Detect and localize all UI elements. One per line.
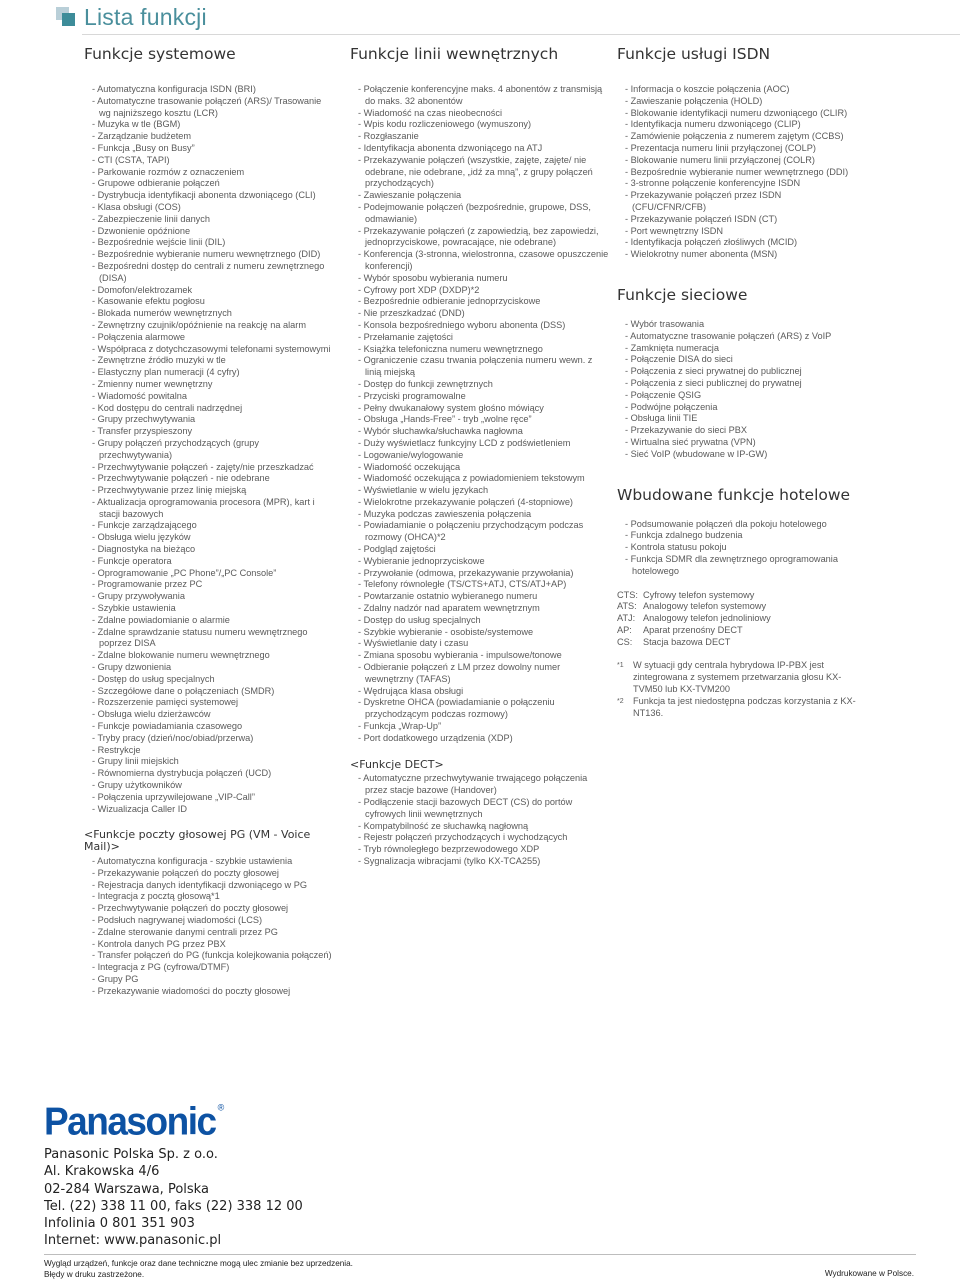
list-item: - Programowanie przez PC — [92, 579, 203, 590]
list-item: - Parkowanie rozmów z oznaczeniem — [92, 166, 245, 177]
list-item: - Grupy linii miejskich — [92, 756, 179, 767]
list-item: - Bezpośredni dostęp do centrali z numeru zewnętrznego (DISA) — [92, 260, 325, 283]
list-item: - Obsługa wielu dzierżawców — [92, 709, 211, 720]
list-item: - Połączenia uprzywilejowane „VIP-Call” — [92, 791, 255, 802]
list-item: - Dzwonienie opóźnione — [92, 225, 191, 236]
disclaimer-line: Wygląd urządzeń, funkcje oraz dane techniczne mogą ulec zmianie bez uprzedzenia. — [44, 1259, 353, 1268]
list-item: - Funkcje zarządzającego — [92, 520, 197, 531]
section-title-isdn: Funkcje usługi ISDN — [617, 45, 771, 63]
list-item: - Powiadamianie o połączeniu przychodzącym podczas rozmowy (OHCA)*2 — [358, 520, 584, 543]
column-system-features — [84, 44, 334, 998]
abbr-key: CTS: — [617, 589, 638, 600]
list-item: - Zewnętrzne źródło muzyki w tle — [92, 355, 226, 366]
list-item: - Funkcje operatora — [92, 555, 172, 566]
list-item: - Dyskretne OHCA (powiadamianie o połączeniu przychodzącym podczas rozmowy) — [358, 697, 555, 720]
list-item: - Blokowanie identyfikacji numeru dzwoniącego (CLIR) — [625, 107, 848, 118]
list-item: - Szybkie wybieranie - osobiste/systemowe — [358, 626, 534, 637]
logo-text: Panasonic — [44, 1099, 216, 1143]
list-item: - Zawieszanie połączenia — [358, 190, 462, 201]
square-dark — [62, 13, 75, 26]
list-item: - Wiadomość powitalna — [92, 390, 187, 401]
list-item: - Telefony równoległe (TS/CTS+ATJ, CTS/ATJ+AP) — [358, 579, 567, 590]
list-item: - Automatyczne trasowanie połączeń (ARS) z VoIP — [625, 330, 832, 341]
list-item: - Zewnętrzny czujnik/opóźnienie na reakcję na alarm — [92, 319, 306, 330]
address-line: Al. Krakowska 4/6 — [44, 1164, 160, 1180]
company-address — [44, 1146, 303, 1250]
list-item: - Logowanie/wylogowanie — [358, 449, 464, 460]
list-item: - Muzyka w tle (BGM) — [92, 119, 181, 130]
list-item: - Grupy przywoływania — [92, 591, 185, 602]
abbr-key: AP: — [617, 624, 632, 635]
list-item: - Duży wyświetlacz funkcyjny LCD z podświetleniem — [358, 437, 571, 448]
list-isdn — [617, 84, 857, 261]
list-item: - Wirtualna sieć prywatna (VPN) — [625, 436, 756, 447]
list-item: - Wybór słuchawka/słuchawka nagłowna — [358, 426, 523, 437]
list-item: - Podwójne połączenia — [625, 401, 718, 412]
list-item: - Automatyczna konfiguracja - szybkie ustawienia — [92, 856, 293, 866]
list-item: - Połączenie QSIG — [625, 389, 702, 400]
list-item: - Blokowanie numeru linii przyłączonej (COLR) — [625, 154, 815, 165]
list-item: - Funkcje powiadamiania czasowego — [92, 721, 243, 732]
disclaimer-line: Błędy w druku zastrzeżone. — [44, 1270, 145, 1279]
list-item: - Restrykcje — [92, 744, 141, 755]
list-item: - Połączenia alarmowe — [92, 331, 185, 342]
list-item: - Zabezpieczenie linii danych — [92, 213, 210, 224]
list-item: - Kompatybilność ze słuchawką nagłowną — [358, 820, 529, 831]
list-item: - Przechwytywanie połączeń - nie odebrane — [92, 473, 270, 484]
list-item: - Wpis kodu rozliczeniowego (wymuszony) — [358, 119, 532, 130]
list-item: - Przekazywanie połączeń (z zapowiedzią, bez zapowiedzi, jednoprzyciskowe, powracające, nie odebrane) — [358, 225, 599, 248]
list-item: - Zdalne blokowanie numeru wewnętrznego — [92, 650, 270, 661]
list-item: - Przywołanie (odmowa, przekazywanie przywołania) — [358, 567, 574, 578]
list-item: - Powtarzanie ostatnio wybieranego numeru — [358, 591, 538, 602]
list-item: - CTI (CSTA, TAPI) — [92, 154, 170, 165]
list-item: - Blokada numerów wewnętrznych — [92, 308, 232, 319]
list-item: - Podejmowanie połączeń (bezpośrednie, grupowe, DSS, odmawianie) — [358, 201, 591, 224]
list-item: - Port wewnętrzny ISDN — [625, 225, 724, 236]
column-extension-features — [350, 44, 610, 868]
list-item: - Rozszerzenie pamięci systemowej — [92, 697, 239, 708]
list-item: - Przekazywanie wiadomości do poczty głosowej — [92, 985, 291, 996]
list-item: - Wyświetlanie w wielu językach — [358, 485, 489, 496]
list-voicemail — [84, 856, 334, 998]
section-title-hotel: Wbudowane funkcje hotelowe — [617, 485, 851, 504]
list-item: - Wybieranie jednoprzyciskowe — [358, 555, 485, 566]
list-item: - Grupy połączeń przychodzących (grupy przechwytywania) — [92, 437, 259, 460]
list-item: - Zmienny numer wewnętrzny — [92, 378, 213, 389]
list-item: - Obsługa wielu języków — [92, 532, 191, 543]
list-item: - Podsłuch nagrywanej wiadomości (LCS) — [92, 914, 263, 925]
address-line: 02-284 Warszawa, Polska — [44, 1181, 209, 1197]
list-item: - Grupowe odbieranie połączeń — [92, 178, 220, 189]
list-item: - Przekazywanie połączeń ISDN (CT) — [625, 213, 778, 224]
page-header — [56, 2, 207, 32]
list-item: - Funkcja „Busy on Busy” — [92, 142, 195, 153]
address-line: Panasonic Polska Sp. z o.o. — [44, 1147, 218, 1162]
section-title-extension: Funkcje linii wewnętrznych — [350, 45, 559, 63]
list-item: - Zamknięta numeracja — [625, 342, 719, 353]
list-network — [617, 319, 857, 461]
list-item: - Automatyczna konfiguracja ISDN (BRI) — [92, 84, 256, 94]
abbr-value: Stacja bazowa DECT — [643, 636, 731, 647]
list-item: - Aktualizacja oprogramowania procesora (MPR), kart i stacji bazowych — [92, 496, 315, 519]
list-item: - Przekazywanie połączeń do poczty głosowej — [92, 867, 279, 878]
abbr-value: Aparat przenośny DECT — [643, 624, 743, 635]
abbr-value: Analogowy telefon systemowy — [643, 601, 767, 612]
list-item: - Funkcja zdalnego budzenia — [625, 530, 743, 541]
list-item: - Współpraca z dotychczasowymi telefonami systemowymi — [92, 343, 331, 354]
list-item: - Kontrola statusu pokoju — [625, 542, 727, 553]
page-title: Lista funkcji — [84, 3, 207, 30]
list-item: - Automatyczne przechwytywanie trwającego połączenia przez stacje bazowe (Handover) — [358, 773, 588, 796]
list-item: - Wyświetlanie daty i czasu — [358, 638, 469, 649]
list-item: - Dostęp do usług specjalnych — [92, 673, 215, 684]
section-title-dect: <Funkcje DECT> — [350, 757, 444, 771]
list-item: - Przechwytywanie połączeń do poczty głosowej — [92, 903, 289, 914]
list-item: - Identyfikacja numeru dzwoniącego (CLIP) — [625, 119, 801, 130]
list-item: - Przekazywanie połączeń przez ISDN (CFU/CFNR/CFB) — [625, 190, 782, 212]
list-item: - Bezpośrednie wejście linii (DIL) — [92, 237, 226, 248]
list-item: - Przekazywanie połączeń (wszystkie, zajęte, zajęte/ nie odebrane, nie odebrane, „idź za mną”, z grupy połączeń przychodzących) — [358, 154, 593, 189]
list-item: - Tryb równoległego bezprzewodowego XDP — [358, 844, 540, 855]
footnote-mark: *1 — [617, 662, 624, 670]
list-item: - Ograniczenie czasu trwania połączenia numeru wewn. z linią miejską — [358, 355, 593, 378]
list-item: - Muzyka podczas zawieszenia połączenia — [358, 508, 532, 519]
list-item: - Grupy użytkowników — [92, 780, 182, 791]
list-item: - Szybkie ustawienia — [92, 603, 176, 614]
section-title-system: Funkcje systemowe — [84, 45, 236, 63]
list-item: - Identyfikacja abonenta dzwoniącego na ATJ — [358, 142, 543, 153]
list-item: - Zdalne powiadomianie o alarmie — [92, 614, 230, 625]
list-item: - Automatyczne trasowanie połączeń (ARS)/ Trasowanie wg najniższego kosztu (LCR) — [92, 95, 322, 118]
panasonic-logo — [44, 1100, 223, 1144]
list-item: - 3-stronne połączenie konferencyjne ISDN — [625, 178, 801, 189]
list-extension — [350, 84, 610, 745]
list-item: - Informacja o koszcie połączenia (AOC) — [625, 84, 790, 94]
list-item: - Wizualizacja Caller ID — [92, 803, 187, 814]
list-item: - Kontrola danych PG przez PBX — [92, 938, 226, 949]
list-item: - Diagnostyka na bieżąco — [92, 544, 196, 555]
header-logo-squares — [56, 7, 76, 27]
abbr-value: Analogowy telefon jednoliniowy — [643, 613, 771, 624]
list-item: - Połączenia z sieci publicznej do prywatnej — [625, 377, 802, 388]
footnote — [617, 660, 857, 695]
list-item: - Równomierna dystrybucja połączeń (UCD) — [92, 768, 272, 779]
list-item: - Sygnalizacja wibracjami (tylko KX-TCA255) — [358, 856, 541, 866]
footnote-text: Funkcja ta jest niedostępna podczas korzystania z KX-NT136. — [633, 695, 856, 718]
list-item: - Obsługa „Hands-Free” - tryb „wolne ręce” — [358, 414, 532, 425]
list-item: - Bezpośrednie wybieranie numeru wewnętrznego (DID) — [92, 249, 321, 260]
list-item: - Zdalny nadzór nad aparatem wewnętrznym — [358, 603, 540, 614]
list-item: - Połączenie DISA do sieci — [625, 354, 733, 365]
list-item: - Wielokrotne przekazywanie połączeń (4-stopniowe) — [358, 496, 573, 507]
list-item: - Bezpośrednie wybieranie numer wewnętrznego (DDI) — [625, 166, 849, 177]
registered-mark: ® — [217, 1102, 223, 1113]
list-item: - Wędrująca klasa obsługi — [358, 685, 464, 696]
list-item: - Zawieszanie połączenia (HOLD) — [625, 95, 763, 106]
list-item: - Wiadomość oczekująca — [358, 461, 461, 472]
list-item: - Zamówienie połączenia z numerem zajętym (CCBS) — [625, 131, 844, 142]
list-item: - Nie przeszkadzać (DND) — [358, 308, 465, 319]
abbr-value: Cyfrowy telefon systemowy — [643, 589, 755, 600]
column-isdn-network-hotel — [617, 44, 857, 719]
abbr-key: ATS: — [617, 601, 637, 612]
list-item: - Wiadomość na czas nieobecności — [358, 107, 503, 118]
list-item: - Grupy przechwytywania — [92, 414, 196, 425]
list-item: - Szczegółowe dane o połączeniach (SMDR) — [92, 685, 275, 696]
list-item: - Zdalne sterowanie danymi centrali przez PG — [92, 926, 278, 937]
list-item: - Bezpośrednie odbieranie jednoprzyciskowe — [358, 296, 541, 307]
list-item: - Integracja z PG (cyfrowa/DTMF) — [92, 962, 230, 973]
list-item: - Funkcja SDMR dla zewnętrznego oprogramowania hotelowego — [625, 553, 838, 576]
list-item: - Elastyczny plan numeracji (4 cyfry) — [92, 367, 240, 378]
list-item: - Funkcja „Wrap-Up” — [358, 721, 442, 732]
list-item: - Połączenia z sieci prywatnej do publicznej — [625, 366, 802, 377]
list-item: - Książka telefoniczna numeru wewnętrznego — [358, 343, 543, 354]
abbreviations — [617, 590, 857, 649]
list-item: - Podgląd zajętości — [358, 544, 436, 555]
list-item: - Sieć VoIP (wbudowane w IP-GW) — [625, 448, 768, 459]
list-item: - Rozgłaszanie — [358, 131, 419, 142]
list-item: - Przekazywanie do sieci PBX — [625, 425, 748, 436]
list-system — [84, 84, 334, 815]
abbr-key: ATJ: — [617, 613, 636, 624]
list-item: - Przechwytywanie przez linię miejską — [92, 485, 247, 496]
header-rule — [82, 34, 960, 35]
list-item: - Podsumowanie połączeń dla pokoju hotelowego — [625, 518, 827, 529]
list-item: - Dostęp do funkcji zewnętrznych — [358, 378, 493, 389]
list-item: - Pełny dwukanałowy system głośno mówiący — [358, 402, 544, 413]
list-item: - Integracja z pocztą głosową*1 — [92, 891, 220, 902]
list-item: - Połączenie konferencyjne maks. 4 abonentów z transmisją do maks. 32 abonentów — [358, 84, 603, 106]
print-note: Wydrukowane w Polsce. — [824, 1269, 914, 1278]
list-item: - Tryby pracy (dzień/noc/obiad/przerwa) — [92, 732, 254, 743]
list-item: - Odbieranie połączeń z LM przez dowolny numer wewnętrzny (TAFAS) — [358, 662, 561, 684]
list-item: - Dystrybucja identyfikacji abonenta dzwoniącego (CLI) — [92, 190, 316, 201]
list-item: - Kasowanie efektu pogłosu — [92, 296, 205, 307]
section-title-voicemail: <Funkcje poczty głosowej PG (VM - Voice Mail)> — [84, 828, 311, 854]
list-item: - Kod dostępu do centrali nadrzędnej — [92, 402, 243, 413]
footnotes — [617, 660, 857, 719]
footer-rule — [44, 1254, 916, 1255]
list-item: - Obsługa linii TIE — [625, 413, 698, 424]
list-item: - Wybór sposobu wybierania numeru — [358, 272, 508, 283]
footnote-mark: *2 — [617, 697, 624, 705]
list-item: - Grupy PG — [92, 973, 139, 984]
footnote — [617, 696, 857, 720]
list-item: - Transfer przyspieszony — [92, 426, 193, 437]
list-item: - Konsola bezpośredniego wyboru abonenta (DSS) — [358, 319, 566, 330]
list-item: - Zarządzanie budżetem — [92, 131, 192, 142]
list-item: - Klasa obsługi (COS) — [92, 201, 181, 212]
list-item: - Oprogramowanie „PC Phone”/„PC Console” — [92, 567, 277, 578]
disclaimer — [44, 1258, 353, 1280]
list-dect — [350, 773, 610, 867]
list-item: - Grupy dzwonienia — [92, 662, 172, 673]
list-item: - Zmiana sposobu wybierania - impulsowe/tonowe — [358, 650, 562, 661]
list-item: - Rejestr połączeń przychodzących i wychodzących — [358, 832, 568, 843]
list-item: - Rejestracja danych identyfikacji dzwoniącego w PG — [92, 879, 307, 890]
abbr-key: CS: — [617, 636, 633, 647]
address-line: Tel. (22) 338 11 00, faks (22) 338 12 00 — [44, 1198, 303, 1214]
list-item: - Domofon/elektrozamek — [92, 284, 193, 295]
list-item: - Przyciski programowalne — [358, 390, 466, 401]
list-item: - Podłączenie stacji bazowych DECT (CS) do portów cyfrowych linii wewnętrznych — [358, 797, 573, 819]
list-item: - Prezentacja numeru linii przyłączonej (COLP) — [625, 142, 816, 153]
list-item: - Dostęp do usług specjalnych — [358, 614, 481, 625]
list-item: - Przechwytywanie połączeń - zajęty/nie przeszkadzać — [92, 461, 314, 472]
list-item: - Wybór trasowania — [625, 318, 705, 329]
section-title-network: Funkcje sieciowe — [617, 285, 748, 304]
list-hotel — [617, 519, 857, 578]
list-item: - Wielokrotny numer abonenta (MSN) — [625, 249, 778, 260]
list-item: - Cyfrowy port XDP (DXDP)*2 — [358, 284, 480, 295]
list-item: - Identyfikacja połączeń złośliwych (MCID) — [625, 237, 798, 248]
address-line: Internet: www.panasonic.pl — [44, 1233, 222, 1249]
list-item: - Zdalne sprawdzanie statusu numeru wewnętrznego poprzez DISA — [92, 626, 308, 649]
list-item: - Konferencja (3-stronna, wielostronna, czasowe opuszczenie konferencji) — [358, 249, 609, 271]
list-item: - Przełamanie zajętości — [358, 331, 453, 342]
address-line: Infolinia 0 801 351 903 — [44, 1216, 195, 1232]
list-item: - Wiadomość oczekująca z powiadomieniem tekstowym — [358, 473, 585, 484]
list-item: - Port dodatkowego urządzenia (XDP) — [358, 732, 513, 743]
footnote-text: W sytuacji gdy centrala hybrydowa IP-PBX jest zintegrowana z systemem przetwarzania głosu KX-TVM50 lub KX-TVM200 — [633, 660, 842, 695]
list-item: - Transfer połączeń do PG (funkcja kolejkowania połączeń) — [92, 950, 332, 961]
